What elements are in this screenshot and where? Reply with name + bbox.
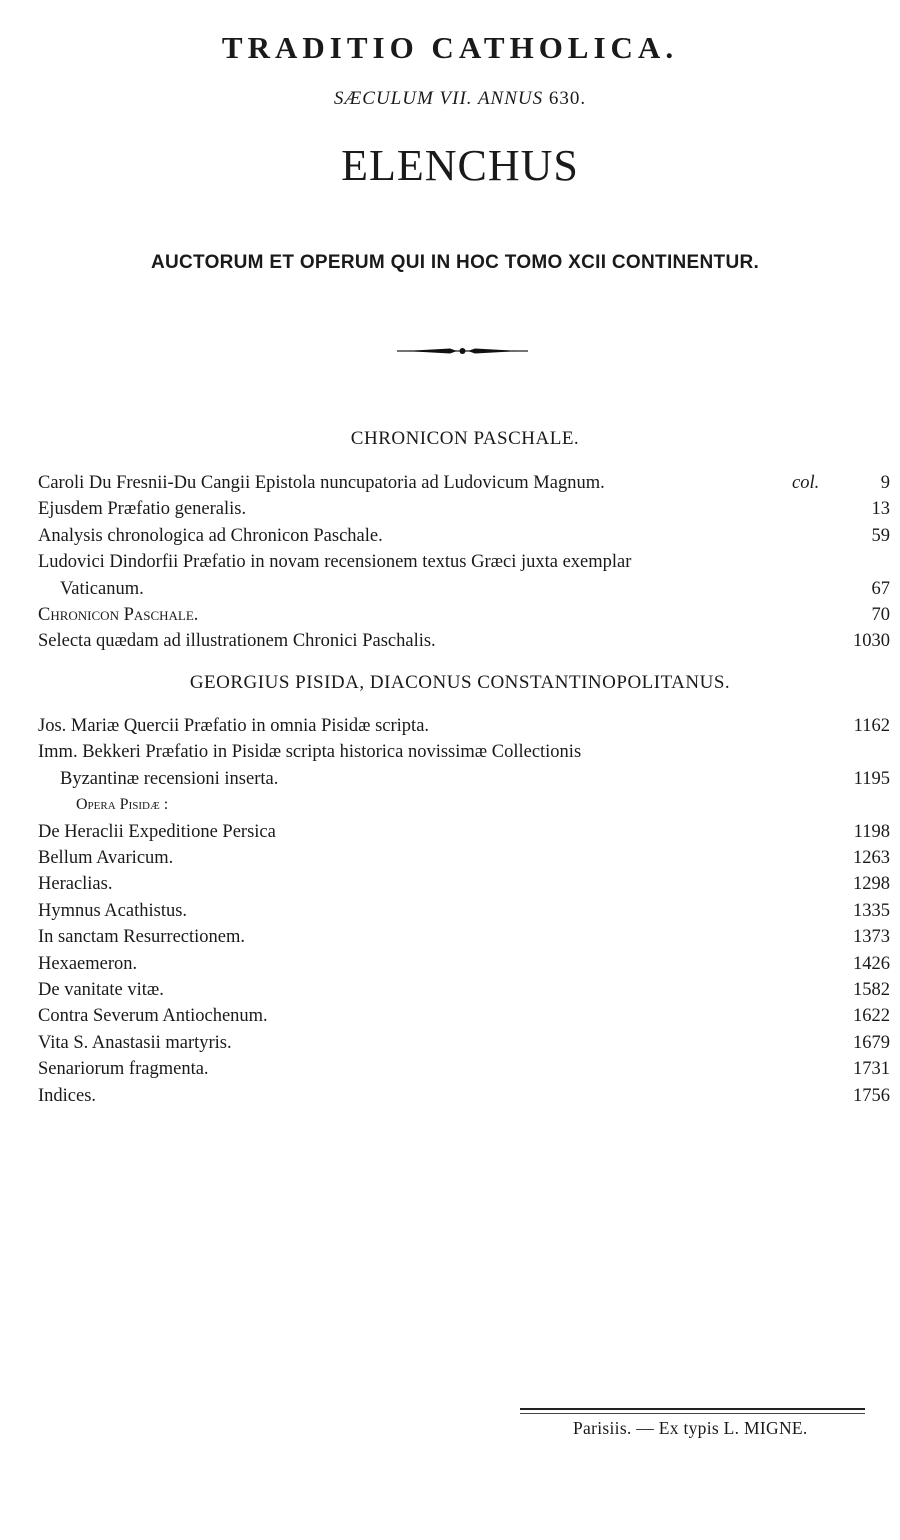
toc-entry-page: 1373 — [853, 927, 890, 948]
toc-entry-title: Analysis chronologica ad Chronicon Paschale. — [38, 525, 383, 546]
toc-entry — [38, 739, 890, 765]
toc-entry-page: 1679 — [853, 1032, 890, 1053]
toc-entry-title: Byzantinæ recensioni inserta. — [60, 768, 279, 789]
toc-entry — [38, 496, 890, 522]
toc-entry-title: Vaticanum. — [60, 578, 144, 599]
section-heading-pisida: GEORGIUS PISIDA, DIACONUS CONSTANTINOPOLITANUS. — [189, 672, 731, 693]
toc-entry-title: Indices. — [38, 1085, 97, 1106]
toc-entry — [38, 628, 890, 654]
toc-entry-title: Jos. Mariæ Quercii Præfatio in omnia Pisidæ scripta. — [38, 716, 430, 736]
toc-entry-title: Contra Severum Antiochenum. — [38, 1006, 268, 1027]
header-subtitle-year: 630. — [548, 88, 587, 109]
toc-entry-page: 70 — [871, 605, 890, 626]
toc-entry-page: 9 — [880, 473, 890, 493]
toc-entry-title: Caroli Du Fresnii-Du Cangii Epistola nuncupatoria ad Ludovicum Magnum. — [38, 473, 605, 493]
toc-entry — [38, 602, 890, 628]
toc-entry-title: Heraclias. — [38, 874, 113, 895]
toc-entry — [38, 1056, 890, 1082]
toc-entry-title: Bellum Avaricum. — [38, 848, 174, 869]
toc-entry-title: Imm. Bekkeri Præfatio in Pisidæ scripta historica novissimæ Collectionis — [38, 742, 582, 763]
toc-entry — [38, 977, 890, 1003]
toc-entry-page: 1756 — [853, 1085, 890, 1106]
toc-entry-page: 59 — [871, 525, 890, 546]
toc-entry-title: Chronicon Paschale. — [38, 605, 199, 626]
toc-entry-title: Ludovici Dindorfii Præfatio in novam recensionem textus Græci juxta exemplar — [38, 552, 632, 573]
toc-entry-title: Hexaemeron. — [38, 953, 138, 974]
toc-entry — [38, 1083, 890, 1109]
toc-list-chronicon — [38, 470, 890, 655]
contents-subtitle: AUCTORUM ET OPERUM QUI IN HOC TOMO XCII CONTINENTUR. — [150, 252, 760, 273]
toc-subheading-title: Opera Pisidæ : — [76, 796, 169, 814]
toc-entry-title: In sanctam Resurrectionem. — [38, 927, 246, 948]
ornament-divider — [395, 344, 530, 358]
col-label: col. — [792, 473, 820, 493]
toc-entry-page: 67 — [871, 578, 890, 599]
toc-entry — [38, 470, 890, 496]
toc-entry-page: 1162 — [853, 716, 890, 736]
main-title: ELENCHUS — [341, 141, 579, 190]
toc-entry — [38, 871, 890, 897]
toc-entry — [38, 576, 890, 602]
toc-list-pisida — [38, 713, 890, 1109]
toc-entry — [38, 1030, 890, 1056]
toc-entry-page: 1263 — [853, 848, 890, 869]
footer-rule-thin — [520, 1413, 865, 1414]
toc-entry — [38, 766, 890, 792]
toc-entry-page: 1622 — [853, 1006, 890, 1027]
header-title: TRADITIO CATHOLICA. — [221, 30, 679, 65]
toc-entry — [38, 924, 890, 950]
header-subtitle — [0, 88, 900, 110]
toc-entry-page: 13 — [871, 499, 890, 520]
toc-entry-title: De vanitate vitæ. — [38, 980, 164, 1001]
toc-entry-page: 1731 — [853, 1059, 890, 1080]
toc-entry-page: 1426 — [853, 953, 890, 974]
toc-entry — [38, 898, 890, 924]
toc-entry — [38, 819, 890, 845]
toc-entry-page: 1195 — [853, 768, 890, 789]
toc-entry-title: Ejusdem Præfatio generalis. — [38, 499, 247, 520]
toc-entry — [38, 549, 890, 575]
section-heading-chronicon: CHRONICON PASCHALE. — [350, 428, 580, 449]
imprint-footer: Parisiis. — Ex typis L. MIGNE. — [573, 1418, 808, 1438]
toc-entry-page: 1582 — [853, 980, 890, 1001]
toc-entry-title: Vita S. Anastasii martyris. — [38, 1032, 232, 1053]
toc-entry — [38, 951, 890, 977]
toc-entry — [38, 845, 890, 871]
toc-entry — [38, 1003, 890, 1029]
toc-entry-title: Senariorum fragmenta. — [38, 1059, 209, 1080]
toc-entry-page: 1298 — [853, 874, 890, 895]
toc-subheading — [38, 792, 890, 818]
toc-entry-page: 1030 — [853, 631, 890, 652]
toc-entry-title: De Heraclii Expeditione Persica — [38, 821, 276, 842]
toc-entry-title: Selecta quædam ad illustrationem Chronici Paschalis. — [38, 631, 436, 652]
toc-entry-title: Hymnus Acathistus. — [38, 900, 188, 921]
toc-entry — [38, 713, 890, 739]
toc-entry-page: 1335 — [853, 900, 890, 921]
toc-entry — [38, 523, 890, 549]
toc-entry-page: 1198 — [853, 821, 890, 842]
header-subtitle-text: SÆCULUM VII. ANNUS — [333, 88, 544, 109]
